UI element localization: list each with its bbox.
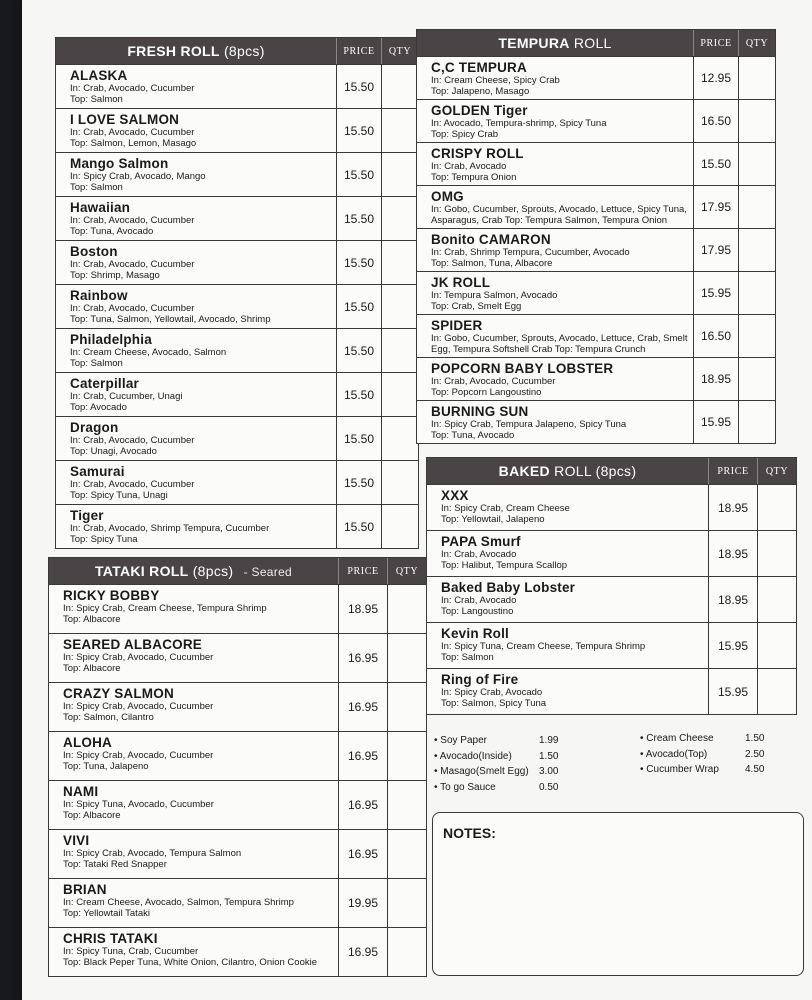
qty-column-header: QTY xyxy=(381,38,418,64)
addons-left xyxy=(434,733,579,795)
quantity-cell[interactable] xyxy=(381,417,418,460)
menu-item-price: 15.95 xyxy=(693,401,738,443)
menu-item-price: 15.95 xyxy=(708,623,757,668)
menu-item-price: 12.95 xyxy=(693,57,738,99)
price-column-header: PRICE xyxy=(338,558,387,584)
tataki-roll-section xyxy=(48,557,427,977)
menu-item-row xyxy=(417,228,775,271)
menu-item-name: NAMI xyxy=(63,784,99,799)
addon-price: 2.50 xyxy=(745,748,765,760)
price-column-header: PRICE xyxy=(336,38,381,64)
menu-item-row xyxy=(56,64,418,108)
menu-item-info xyxy=(49,879,338,927)
menu-item-info xyxy=(56,329,336,372)
menu-item-topping: Top: Albacore xyxy=(63,810,121,821)
price-column-header: PRICE xyxy=(708,458,757,484)
menu-item-row xyxy=(56,240,418,284)
menu-item-name: CRAZY SALMON xyxy=(63,686,174,701)
fresh-roll-section xyxy=(55,37,419,549)
addons-right xyxy=(640,731,785,778)
menu-item-topping: Asparagus, Crab Top: Tempura Salmon, Tempura Onion xyxy=(431,215,668,226)
menu-item-topping: Top: Tataki Red Snapper xyxy=(63,859,167,870)
menu-item-topping: Top: Salmon, Tuna, Albacore xyxy=(431,258,553,269)
quantity-cell[interactable] xyxy=(387,830,426,878)
menu-item-topping: Top: Crab, Smelt Egg xyxy=(431,301,522,312)
addon-item xyxy=(640,762,785,778)
addon-name: • Cucumber Wrap xyxy=(640,764,719,775)
quantity-cell[interactable] xyxy=(757,577,796,622)
menu-item-info xyxy=(49,634,338,682)
price-column-header: PRICE xyxy=(693,30,738,56)
menu-item-ingredients: In: Gobo, Cucumber, Sprouts, Avocado, Lettuce, Crab, Smelt xyxy=(431,333,688,344)
menu-item-name: Samurai xyxy=(70,464,125,479)
menu-item-ingredients: In: Crab, Avocado, Cucumber xyxy=(70,127,195,138)
menu-item-ingredients: In: Spicy Crab, Avocado, Cucumber xyxy=(63,701,214,712)
menu-item-name: Ring of Fire xyxy=(441,672,519,687)
menu-item-ingredients: In: Spicy Tuna, Crab, Cucumber xyxy=(63,946,199,957)
menu-item-price: 18.95 xyxy=(693,358,738,400)
menu-item-name: VIVI xyxy=(63,833,90,848)
menu-item-row xyxy=(49,682,426,731)
menu-item-info xyxy=(49,830,338,878)
menu-item-name: I LOVE SALMON xyxy=(70,112,180,127)
quantity-cell[interactable] xyxy=(738,358,775,400)
addon-price: 3.00 xyxy=(539,766,559,777)
menu-item-price: 18.95 xyxy=(338,585,387,633)
quantity-cell[interactable] xyxy=(387,634,426,682)
menu-item-info xyxy=(49,585,338,633)
menu-item-info xyxy=(56,373,336,416)
menu-item-info xyxy=(417,186,693,228)
menu-item-topping: Top: Popcorn Langoustino xyxy=(431,387,542,398)
quantity-cell[interactable] xyxy=(738,229,775,271)
menu-item-row xyxy=(49,829,426,878)
menu-item-info xyxy=(56,461,336,504)
menu-item-ingredients: In: Tempura Salmon, Avocado xyxy=(431,290,558,301)
menu-item-ingredients: In: Spicy Crab, Avocado, Cucumber xyxy=(63,652,214,663)
menu-item-ingredients: In: Crab, Cucumber, Unagi xyxy=(70,391,183,402)
addon-price: 0.50 xyxy=(539,781,559,793)
menu-item-price: 16.50 xyxy=(693,100,738,142)
menu-item-price: 15.50 xyxy=(336,417,381,460)
addon-price: 4.50 xyxy=(745,764,765,775)
menu-item-topping: Top: Tempura Onion xyxy=(431,172,517,183)
menu-item-info xyxy=(427,577,708,622)
menu-item-topping: Top: Avocado xyxy=(70,402,127,413)
quantity-cell[interactable] xyxy=(381,153,418,196)
quantity-cell[interactable] xyxy=(738,315,775,357)
menu-item-row xyxy=(56,196,418,240)
menu-item-topping: Egg, Tempura Softshell Crab Top: Tempura Crunch xyxy=(431,344,646,355)
menu-item-price: 16.50 xyxy=(693,315,738,357)
menu-item-name: Boston xyxy=(70,244,118,259)
menu-item-info xyxy=(427,531,708,576)
menu-item-row xyxy=(417,357,775,400)
menu-item-row xyxy=(417,56,775,99)
menu-item-name: Hawaiian xyxy=(70,200,131,215)
menu-item-name: JK ROLL xyxy=(431,275,491,290)
menu-item-name: Caterpillar xyxy=(70,376,139,391)
menu-item-price: 15.50 xyxy=(336,109,381,152)
quantity-cell[interactable] xyxy=(738,100,775,142)
menu-item-price: 15.50 xyxy=(336,505,381,548)
menu-item-topping: Top: Langoustino xyxy=(441,606,514,617)
menu-item-name: BRIAN xyxy=(63,882,107,897)
qty-column-header: QTY xyxy=(387,558,426,584)
menu-item-name: Baked Baby Lobster xyxy=(441,580,576,595)
menu-item-price: 16.95 xyxy=(338,683,387,731)
baked-roll-section xyxy=(426,457,797,715)
addon-name: • To go Sauce xyxy=(434,781,496,793)
menu-item-name: CRISPY ROLL xyxy=(431,146,524,161)
addon-name: • Avocado(Top) xyxy=(640,748,708,760)
quantity-cell[interactable] xyxy=(387,585,426,633)
menu-item-ingredients: In: Spicy Crab, Avocado, Cucumber xyxy=(63,750,214,761)
menu-item-name: CHRIS TATAKI xyxy=(63,931,158,946)
menu-item-name: Rainbow xyxy=(70,288,128,303)
quantity-cell[interactable] xyxy=(757,531,796,576)
menu-item-topping: Top: Salmon xyxy=(70,94,123,105)
quantity-cell[interactable] xyxy=(387,732,426,780)
menu-item-price: 15.95 xyxy=(708,669,757,714)
quantity-cell[interactable] xyxy=(381,461,418,504)
menu-item-info xyxy=(427,623,708,668)
menu-item-row xyxy=(417,400,775,443)
addon-item xyxy=(434,733,579,749)
quantity-cell[interactable] xyxy=(381,241,418,284)
menu-item-ingredients: In: Spicy Crab, Cream Cheese xyxy=(441,503,570,514)
addon-item xyxy=(434,780,579,796)
section-header xyxy=(56,38,418,64)
menu-item-topping: Top: Salmon xyxy=(70,358,123,369)
menu-item-row xyxy=(427,484,796,530)
menu-item-price: 15.50 xyxy=(336,285,381,328)
menu-item-ingredients: In: Cream Cheese, Avocado, Salmon, Tempura Shrimp xyxy=(63,897,294,908)
menu-item-topping: Top: Yellowtail Tataki xyxy=(63,908,150,919)
menu-item-row xyxy=(427,576,796,622)
menu-item-row xyxy=(56,284,418,328)
tempura-roll-section xyxy=(416,29,776,444)
menu-item-topping: Top: Tuna, Jalapeno xyxy=(63,761,149,772)
menu-item-topping: Top: Salmon, Spicy Tuna xyxy=(441,698,547,709)
quantity-cell[interactable] xyxy=(738,57,775,99)
menu-item-row xyxy=(49,584,426,633)
menu-item-row xyxy=(49,927,426,976)
menu-item-ingredients: In: Crab, Avocado, Cucumber xyxy=(70,215,195,226)
quantity-cell[interactable] xyxy=(757,623,796,668)
menu-item-topping: Top: Salmon, Lemon, Masago xyxy=(70,138,197,149)
menu-item-row xyxy=(427,622,796,668)
menu-item-info xyxy=(56,153,336,196)
quantity-cell[interactable] xyxy=(738,143,775,185)
menu-item-name: SEARED ALBACORE xyxy=(63,637,203,652)
menu-item-info xyxy=(49,781,338,829)
notes-box[interactable] xyxy=(432,812,804,976)
menu-item-name: SPIDER xyxy=(431,318,483,333)
menu-item-info xyxy=(56,505,336,548)
addon-name: • Soy Paper xyxy=(434,735,487,746)
menu-item-ingredients: In: Cream Cheese, Avocado, Salmon xyxy=(70,347,227,358)
menu-item-row xyxy=(56,504,418,548)
quantity-cell[interactable] xyxy=(387,879,426,927)
menu-item-row xyxy=(417,185,775,228)
menu-item-topping: Top: Salmon xyxy=(441,652,494,663)
menu-item-ingredients: In: Gobo, Cucumber, Sprouts, Avocado, Lettuce, Spicy Tuna, xyxy=(431,204,687,215)
addon-name: • Avocado(Inside) xyxy=(434,750,512,762)
menu-item-ingredients: In: Spicy Tuna, Cream Cheese, Tempura Shrimp xyxy=(441,641,646,652)
menu-item-info xyxy=(56,241,336,284)
menu-item-name: PAPA Smurf xyxy=(441,534,521,549)
menu-item-price: 15.50 xyxy=(336,153,381,196)
menu-item-ingredients: In: Crab, Avocado xyxy=(441,549,517,560)
menu-item-price: 18.95 xyxy=(708,485,757,530)
menu-item-ingredients: In: Spicy Crab, Avocado, Mango xyxy=(70,171,206,182)
menu-item-price: 17.95 xyxy=(693,186,738,228)
section-title: TATAKI ROLL (8pcs) - Seared xyxy=(94,563,293,579)
menu-item-row xyxy=(427,530,796,576)
menu-item-row xyxy=(417,314,775,357)
menu-item-price: 16.95 xyxy=(338,830,387,878)
menu-item-ingredients: In: Spicy Crab, Avocado xyxy=(441,687,543,698)
menu-item-info xyxy=(49,683,338,731)
menu-item-name: Kevin Roll xyxy=(441,626,510,641)
menu-item-info xyxy=(417,100,693,142)
addon-price: 1.50 xyxy=(539,750,559,762)
quantity-cell[interactable] xyxy=(381,197,418,240)
menu-item-info xyxy=(56,65,336,108)
menu-item-name: Bonito CAMARON xyxy=(431,232,551,247)
menu-item-ingredients: In: Cream Cheese, Spicy Crab xyxy=(431,75,560,86)
menu-item-info xyxy=(417,401,693,443)
menu-item-row xyxy=(49,633,426,682)
menu-item-ingredients: In: Spicy Crab, Tempura Jalapeno, Spicy Tuna xyxy=(431,419,627,430)
menu-item-name: Tiger xyxy=(70,508,104,523)
menu-item-topping: Top: Spicy Tuna xyxy=(70,534,138,545)
menu-item-row xyxy=(56,372,418,416)
quantity-cell[interactable] xyxy=(381,329,418,372)
menu-item-info xyxy=(417,229,693,271)
qty-column-header: QTY xyxy=(757,458,796,484)
menu-item-price: 16.95 xyxy=(338,634,387,682)
addon-price: 1.50 xyxy=(745,733,765,744)
menu-item-price: 18.95 xyxy=(708,577,757,622)
menu-item-topping: Top: Albacore xyxy=(63,614,121,625)
menu-item-price: 15.50 xyxy=(336,329,381,372)
menu-item-info xyxy=(56,197,336,240)
qty-column-header: QTY xyxy=(738,30,775,56)
menu-item-price: 15.95 xyxy=(693,272,738,314)
quantity-cell[interactable] xyxy=(757,485,796,530)
menu-item-price: 15.50 xyxy=(336,461,381,504)
menu-item-name: BURNING SUN xyxy=(431,404,529,419)
menu-item-topping: Top: Spicy Tuna, Unagi xyxy=(70,490,168,501)
menu-item-name: Dragon xyxy=(70,420,119,435)
addon-item xyxy=(640,747,785,763)
menu-item-row xyxy=(49,780,426,829)
quantity-cell[interactable] xyxy=(381,505,418,548)
quantity-cell[interactable] xyxy=(381,65,418,108)
menu-item-row xyxy=(417,271,775,314)
section-title: BAKED ROLL (8pcs) xyxy=(498,463,637,479)
addon-item xyxy=(640,731,785,747)
menu-item-row xyxy=(56,328,418,372)
menu-page xyxy=(22,0,812,1000)
menu-item-ingredients: In: Crab, Avocado, Cucumber xyxy=(431,376,556,387)
menu-item-row xyxy=(417,142,775,185)
quantity-cell[interactable] xyxy=(757,669,796,714)
section-header xyxy=(427,458,796,484)
menu-item-topping: Top: Shrimp, Masago xyxy=(70,270,160,281)
menu-item-info xyxy=(417,358,693,400)
menu-item-ingredients: In: Crab, Avocado xyxy=(441,595,517,606)
menu-item-name: Philadelphia xyxy=(70,332,152,347)
menu-item-price: 16.95 xyxy=(338,781,387,829)
menu-item-name: RICKY BOBBY xyxy=(63,588,160,603)
menu-item-price: 17.95 xyxy=(693,229,738,271)
menu-item-topping: Top: Tuna, Avocado xyxy=(70,226,154,237)
addon-item xyxy=(434,749,579,765)
menu-item-name: ALOHA xyxy=(63,735,112,750)
menu-item-ingredients: In: Crab, Avocado, Cucumber xyxy=(70,83,195,94)
menu-item-topping: Top: Salmon xyxy=(70,182,123,193)
menu-item-ingredients: In: Crab, Shrimp Tempura, Cucumber, Avocado xyxy=(431,247,630,258)
section-title: FRESH ROLL (8pcs) xyxy=(127,43,265,59)
menu-item-name: XXX xyxy=(441,488,469,503)
menu-item-ingredients: In: Crab, Avocado, Cucumber xyxy=(70,435,195,446)
menu-item-topping: Top: Salmon, Cilantro xyxy=(63,712,154,723)
menu-item-topping: Top: Halibut, Tempura Scallop xyxy=(441,560,568,571)
menu-item-price: 19.95 xyxy=(338,879,387,927)
quantity-cell[interactable] xyxy=(381,285,418,328)
addon-price: 1.99 xyxy=(539,735,559,746)
menu-item-topping: Top: Unagi, Avocado xyxy=(70,446,157,457)
menu-item-topping: Top: Tuna, Avocado xyxy=(431,430,515,441)
section-header xyxy=(49,558,426,584)
menu-item-topping: Top: Tuna, Salmon, Yellowtail, Avocado, Shrimp xyxy=(70,314,271,325)
menu-item-name: GOLDEN Tiger xyxy=(431,103,528,118)
menu-item-ingredients: In: Crab, Avocado, Shrimp Tempura, Cucumber xyxy=(70,523,270,534)
menu-item-ingredients: In: Spicy Tuna, Avocado, Cucumber xyxy=(63,799,214,810)
menu-item-ingredients: In: Crab, Avocado, Cucumber xyxy=(70,259,195,270)
menu-item-topping: Top: Black Peper Tuna, White Onion, Cilantro, Onion Cookie xyxy=(63,957,317,968)
quantity-cell[interactable] xyxy=(738,401,775,443)
menu-item-row xyxy=(49,878,426,927)
menu-item-ingredients: In: Crab, Avocado xyxy=(431,161,507,172)
menu-item-topping: Top: Spicy Crab xyxy=(431,129,499,140)
menu-item-price: 15.50 xyxy=(336,241,381,284)
menu-item-info xyxy=(417,315,693,357)
menu-item-topping: Top: Yellowtail, Jalapeno xyxy=(441,514,545,525)
menu-item-row xyxy=(427,668,796,714)
notes-label: NOTES: xyxy=(443,825,496,841)
menu-item-row xyxy=(417,99,775,142)
menu-item-price: 15.50 xyxy=(336,65,381,108)
menu-item-row xyxy=(56,108,418,152)
menu-item-name: OMG xyxy=(431,189,464,204)
menu-item-ingredients: In: Crab, Avocado, Cucumber xyxy=(70,479,195,490)
menu-item-price: 18.95 xyxy=(708,531,757,576)
menu-item-ingredients: In: Crab, Avocado, Cucumber xyxy=(70,303,195,314)
quantity-cell[interactable] xyxy=(387,683,426,731)
quantity-cell[interactable] xyxy=(387,781,426,829)
quantity-cell[interactable] xyxy=(387,928,426,976)
menu-item-topping: Top: Albacore xyxy=(63,663,121,674)
menu-item-info xyxy=(56,109,336,152)
menu-item-info xyxy=(417,143,693,185)
menu-item-row xyxy=(49,731,426,780)
addon-name: • Cream Cheese xyxy=(640,733,714,744)
menu-item-ingredients: In: Avocado, Tempura-shrimp, Spicy Tuna xyxy=(431,118,607,129)
menu-item-row xyxy=(56,152,418,196)
menu-item-info xyxy=(56,285,336,328)
menu-item-info xyxy=(417,57,693,99)
menu-item-info xyxy=(49,732,338,780)
menu-item-info xyxy=(49,928,338,976)
addon-item xyxy=(434,764,579,780)
menu-item-row xyxy=(56,416,418,460)
quantity-cell[interactable] xyxy=(738,186,775,228)
menu-item-ingredients: In: Spicy Crab, Cream Cheese, Tempura Shrimp xyxy=(63,603,267,614)
menu-item-price: 15.50 xyxy=(336,197,381,240)
section-title: TEMPURA ROLL xyxy=(498,35,612,51)
menu-item-info xyxy=(427,669,708,714)
menu-item-ingredients: In: Spicy Crab, Avocado, Tempura Salmon xyxy=(63,848,242,859)
menu-item-row xyxy=(56,460,418,504)
quantity-cell[interactable] xyxy=(738,272,775,314)
menu-item-price: 15.50 xyxy=(336,373,381,416)
menu-item-name: Mango Salmon xyxy=(70,156,169,171)
menu-item-name: ALASKA xyxy=(70,68,128,83)
menu-item-info xyxy=(417,272,693,314)
section-header xyxy=(417,30,775,56)
quantity-cell[interactable] xyxy=(381,373,418,416)
menu-item-info xyxy=(56,417,336,460)
menu-item-topping: Top: Jalapeno, Masago xyxy=(431,86,530,97)
menu-item-price: 15.50 xyxy=(693,143,738,185)
addon-name: • Masago(Smelt Egg) xyxy=(434,766,529,777)
menu-item-name: POPCORN BABY LOBSTER xyxy=(431,361,614,376)
quantity-cell[interactable] xyxy=(381,109,418,152)
menu-item-price: 16.95 xyxy=(338,928,387,976)
menu-item-info xyxy=(427,485,708,530)
menu-item-price: 16.95 xyxy=(338,732,387,780)
menu-item-name: C,C TEMPURA xyxy=(431,60,527,75)
